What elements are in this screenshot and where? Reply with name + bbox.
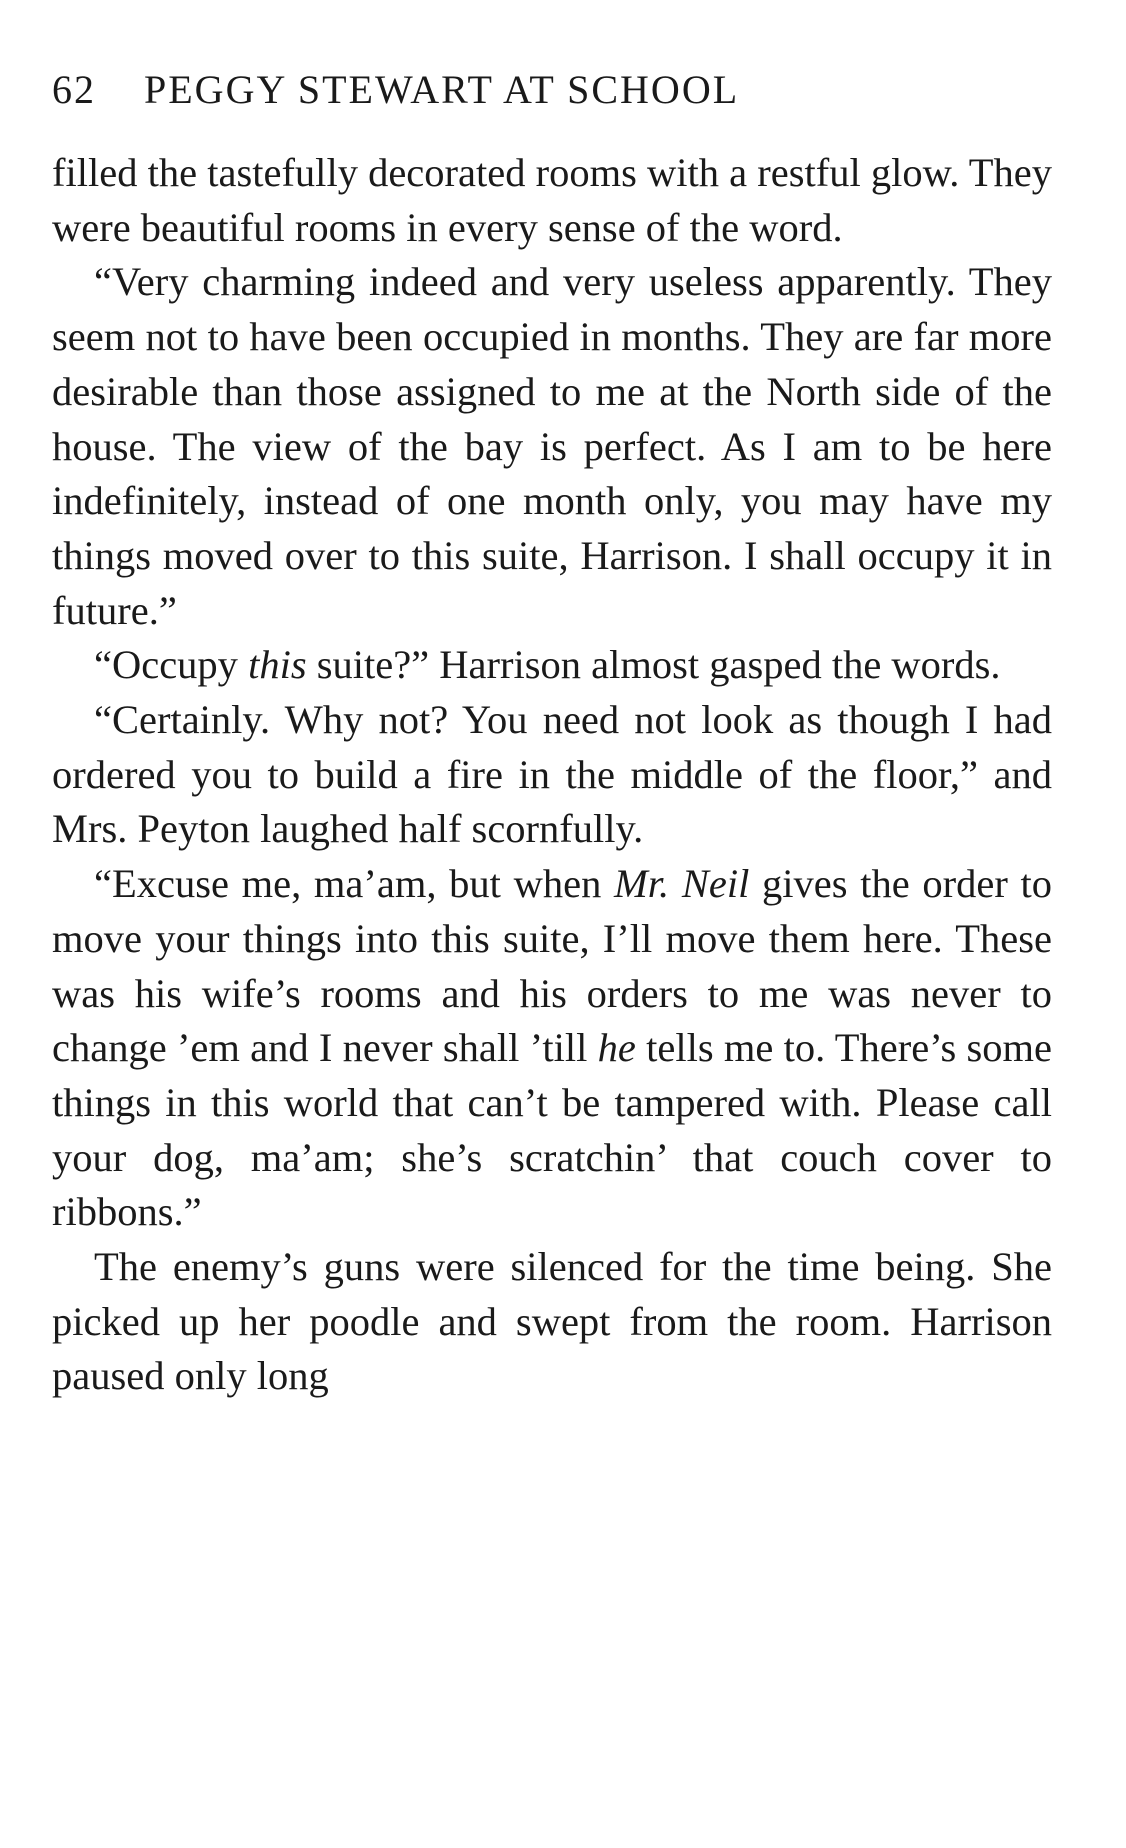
- paragraph-5-text-after: tells me to. There’s some things in this world that can’t be tampered with. Please call your dog, ma’am; she’s scratchin’ that couch cover to ribbons.”: [52, 1025, 1052, 1235]
- paragraph-5-text-middle: gives the order to move your things into this suite, I’ll move them here. These was his wife’s rooms and his orders to me was never to change ’em and I never shall ’till: [52, 861, 1053, 1071]
- paragraph-1: [52, 146, 1052, 255]
- paragraph-2: [52, 255, 1052, 638]
- paragraph-3-emphasis: this: [248, 642, 307, 688]
- paragraph-5-emphasis-he: he: [597, 1025, 636, 1071]
- book-page: [52, 60, 1052, 1404]
- running-header: [52, 60, 1052, 120]
- running-title: PEGGY STEWART AT SCHOOL: [144, 67, 740, 112]
- paragraph-5-emphasis-name: Mr. Neil: [614, 861, 750, 907]
- paragraph-2-text: “Very charming indeed and very useless apparently. They seem not to have been occupied in months. They are far more desirable than those assigned to me at the North side of the house. The view of the bay is perfect. As I am to be here indefinitely, instead of one month only, you may have my things moved over to this suite, Harrison. I shall occupy it in future.”: [52, 259, 1052, 633]
- paragraph-6-text: The enemy’s guns were silenced for the time being. She picked up her poodle and swept from the room. Harrison paused only long: [52, 1244, 1052, 1399]
- paragraph-3-text-before: “Occupy: [94, 642, 249, 688]
- paragraph-5-text-before: “Excuse me, ma’am, but when: [94, 861, 615, 907]
- paragraph-3-text-after: suite?” Harrison almost gasped the words.: [306, 642, 1001, 688]
- paragraph-4: [52, 693, 1052, 857]
- paragraph-4-text: “Certainly. Why not? You need not look as though I had ordered you to build a fire in the middle of the floor,” and Mrs. Peyton laughed half scornfully.: [52, 697, 1052, 852]
- body-text: [52, 146, 1052, 1404]
- paragraph-6: [52, 1240, 1052, 1404]
- paragraph-1-text: filled the tastefully decorated rooms with a restful glow. They were beautiful rooms in every sense of the word.: [52, 150, 1052, 250]
- paragraph-3: [52, 638, 1052, 693]
- paragraph-5: [52, 857, 1052, 1240]
- page-number: 62: [52, 67, 96, 112]
